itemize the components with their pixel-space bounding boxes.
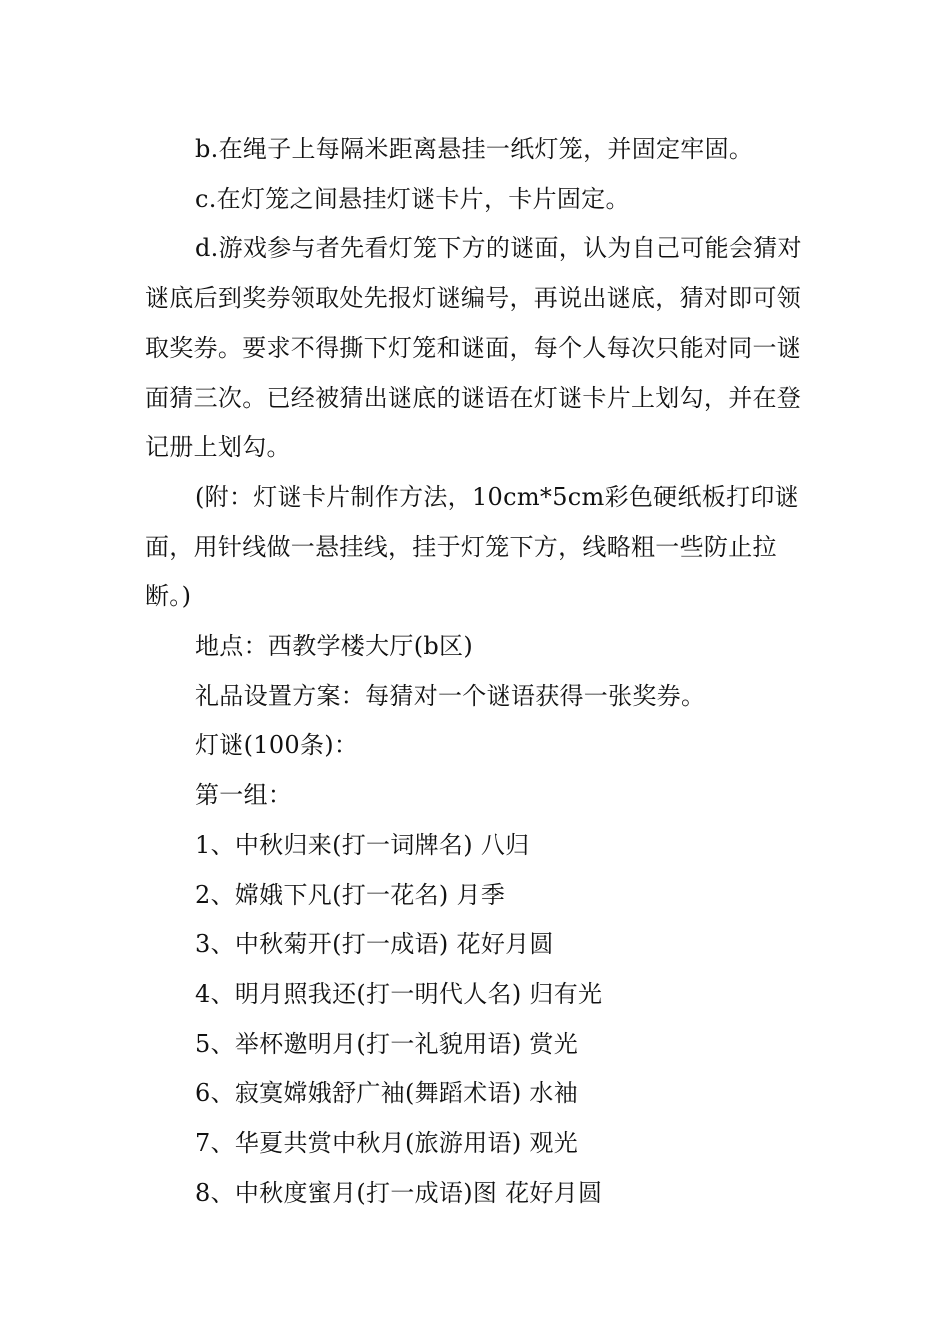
riddle-item: 7、华夏共赏中秋月(旅游用语) 观光 [195,1129,579,1158]
riddle-item: 6、寂寞嫦娥舒广袖(舞蹈术语) 水袖 [195,1079,579,1108]
riddle-item: 2、嫦娥下凡(打一花名) 月季 [195,880,506,909]
paragraph-step-d: d.游戏参与者先看灯笼下方的谜面，认为自己可能会猜对谜底后到奖券领取处先报灯谜编号，再说出谜底，猜对即可领取奖券。要求不得撕下灯笼和谜面，每个人每次只能对同一谜面猜三次。已经被猜出谜底的谜语在灯谜卡片上划勾，并在登记册上划勾。 [145,234,802,462]
document-body [145,125,807,1218]
riddle-item: 1、中秋归来(打一词牌名) 八归 [195,830,530,859]
paragraph-card-note: (附：灯谜卡片制作方法，10cm*5cm彩色硬纸板打印谜面，用针线做一悬挂线，挂于灯笼下方，线略粗一些防止拉断。) [145,482,799,611]
paragraph-step-b: b.在绳子上每隔米距离悬挂一纸灯笼，并固定牢固。 [195,135,754,163]
paragraph-location: 地点：西教学楼大厅(b区) [195,632,473,661]
paragraph-group-heading: 第一组： [195,781,293,810]
riddle-item: 8、中秋度蜜月(打一成语)图 花好月圆 [195,1178,603,1207]
riddle-item: 4、明月照我还(打一明代人名) 归有光 [195,979,603,1008]
riddle-item: 5、举杯邀明月(打一礼貌用语) 赏光 [195,1029,579,1058]
riddle-item: 3、中秋菊开(打一成语) 花好月圆 [195,930,554,959]
paragraph-riddle-heading: 灯谜(100条)： [195,731,359,760]
paragraph-prize-plan: 礼品设置方案：每猜对一个谜语获得一张奖券。 [195,681,706,710]
paragraph-step-c: c.在灯笼之间悬挂灯谜卡片，卡片固定。 [195,184,630,213]
